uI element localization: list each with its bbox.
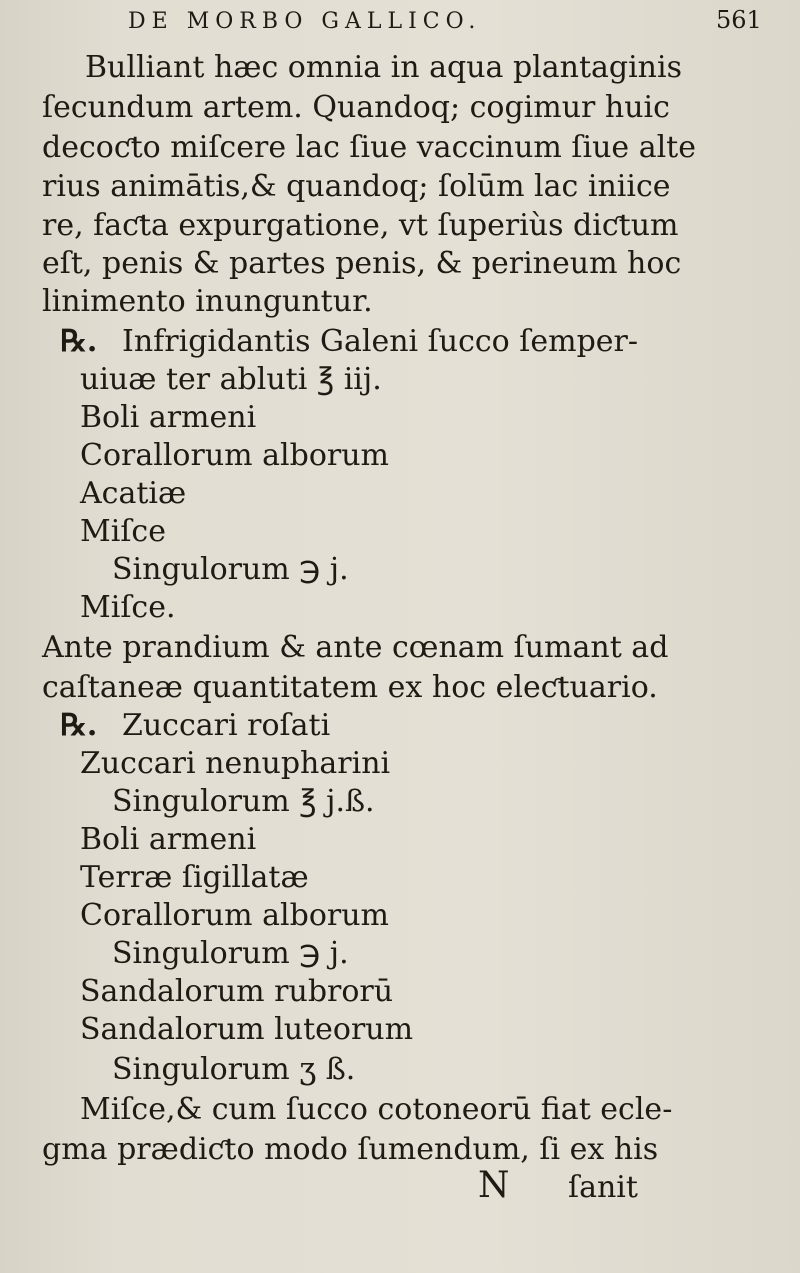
ingredient-line: Corallorum alborum — [80, 438, 389, 473]
text-line: rius animātis,& quandoq; ſolūm lac iniice — [42, 169, 671, 204]
text-line: ſecundum artem. Quandoq; cogimur huic — [42, 90, 670, 125]
ingredient-line: Acatiæ — [80, 476, 187, 511]
signature-mark: N — [478, 1165, 510, 1206]
text-line: decoƈto miſcere lac ſiue vaccinum ſiue alte — [42, 130, 696, 165]
text-line: re, faƈta expurgatione, vt ſuperiùs diƈtum — [42, 208, 679, 243]
running-title: DE MORBO GALLICO. — [128, 9, 482, 34]
ingredient-line: Singulorum ℈ j. — [112, 552, 349, 587]
text-line: Ante prandium & ante cœnam ſumant ad — [42, 630, 669, 665]
recipe-mark: ℞. — [60, 708, 98, 743]
catchword: ſanit — [568, 1170, 638, 1205]
ingredient-line: Singulorum ʒ ß. — [112, 1052, 356, 1087]
ingredient-line: Boli armeni — [80, 822, 257, 857]
text-line: linimento inunguntur. — [42, 284, 373, 319]
text-line: eſt, penis & partes penis, & perineum hoc — [42, 246, 682, 281]
ingredient-line: uiuæ ter abluti ℥ iij. — [80, 362, 382, 397]
ingredient-line: Corallorum alborum — [80, 898, 389, 933]
ingredient-line: Zuccari nenupharini — [80, 746, 391, 781]
page-number: 561 — [716, 6, 762, 34]
ingredient-line: Singulorum ℥ j.ß. — [112, 784, 375, 819]
ingredient-line: Terræ ſigillatæ — [80, 860, 309, 895]
ingredient-line: Infrigidantis Galeni ſucco ſemper- — [122, 324, 639, 359]
recipe-mark: ℞. — [60, 324, 98, 359]
ingredient-line: Singulorum ℈ j. — [112, 936, 349, 971]
text-line: Bulliant hæc omnia in aqua plantaginis — [85, 50, 682, 85]
ingredient-line: Zuccari roſati — [122, 708, 331, 743]
text-line: Miſce,& cum ſucco cotoneorū fiat ecle- — [80, 1092, 673, 1127]
ingredient-line: Miſce — [80, 514, 166, 549]
ingredient-line: Boli armeni — [80, 400, 257, 435]
ingredient-line: Sandalorum luteorum — [80, 1012, 414, 1047]
ingredient-line: Sandalorum rubrorū — [80, 974, 394, 1009]
text-line: caſtaneæ quantitatem ex hoc eleƈtuario. — [42, 670, 658, 705]
ingredient-line: Miſce. — [80, 590, 176, 625]
text-line: gma prædiƈto modo ſumendum, ſi ex his — [42, 1132, 659, 1167]
